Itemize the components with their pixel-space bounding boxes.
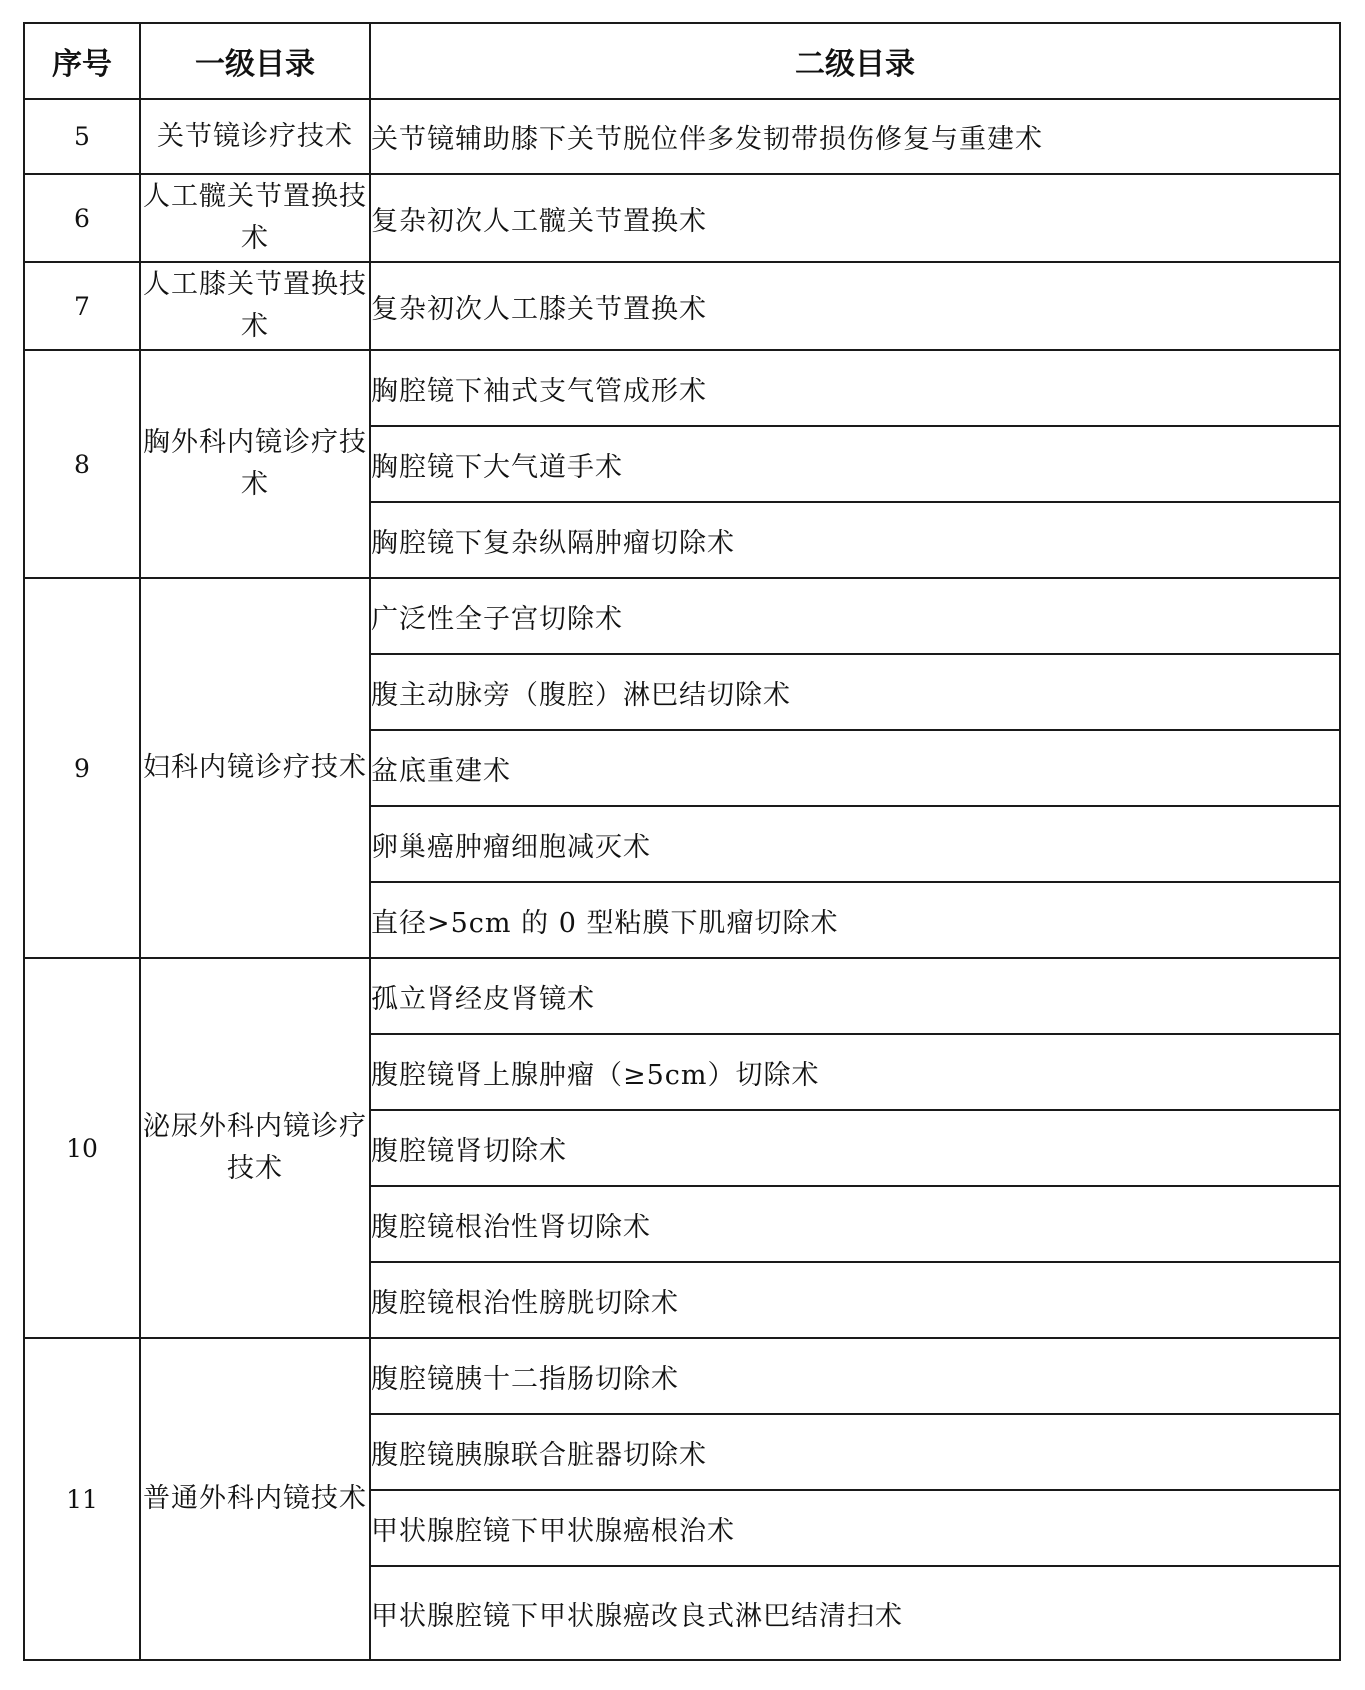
level1-cell: 普通外科内镜技术	[140, 1338, 370, 1660]
level2-cell: 腹腔镜胰十二指肠切除术	[370, 1338, 1340, 1414]
level2-cell: 腹主动脉旁（腹腔）淋巴结切除术	[370, 654, 1340, 730]
level2-cell: 腹腔镜肾上腺肿瘤（≥5cm）切除术	[370, 1034, 1340, 1110]
level2-cell: 腹腔镜根治性肾切除术	[370, 1186, 1340, 1262]
level2-cell: 胸腔镜下大气道手术	[370, 426, 1340, 502]
level2-cell: 甲状腺腔镜下甲状腺癌根治术	[370, 1490, 1340, 1566]
level1-cell: 人工髋关节置换技术	[140, 174, 370, 262]
level2-cell: 胸腔镜下复杂纵隔肿瘤切除术	[370, 502, 1340, 578]
level2-cell: 直径>5cm 的 0 型粘膜下肌瘤切除术	[370, 882, 1340, 958]
level2-cell: 胸腔镜下袖式支气管成形术	[370, 350, 1340, 426]
header-seq: 序号	[24, 23, 140, 99]
seq-cell: 9	[24, 578, 140, 958]
level2-cell: 腹腔镜肾切除术	[370, 1110, 1340, 1186]
seq-cell: 11	[24, 1338, 140, 1660]
table-row	[24, 578, 1340, 654]
header-level1: 一级目录	[140, 23, 370, 99]
level2-cell: 复杂初次人工髋关节置换术	[370, 174, 1340, 262]
level2-cell: 盆底重建术	[370, 730, 1340, 806]
level1-cell: 妇科内镜诊疗技术	[140, 578, 370, 958]
level2-cell: 腹腔镜胰腺联合脏器切除术	[370, 1414, 1340, 1490]
table-row	[24, 262, 1340, 350]
level2-cell: 甲状腺腔镜下甲状腺癌改良式淋巴结清扫术	[370, 1566, 1340, 1660]
seq-cell: 10	[24, 958, 140, 1338]
level2-cell: 孤立肾经皮肾镜术	[370, 958, 1340, 1034]
level1-cell: 人工膝关节置换技术	[140, 262, 370, 350]
header-row	[24, 23, 1340, 99]
level2-cell: 腹腔镜根治性膀胱切除术	[370, 1262, 1340, 1338]
level2-cell: 复杂初次人工膝关节置换术	[370, 262, 1340, 350]
level1-cell: 关节镜诊疗技术	[140, 99, 370, 174]
seq-cell: 8	[24, 350, 140, 578]
seq-cell: 7	[24, 262, 140, 350]
seq-cell: 6	[24, 174, 140, 262]
table-row	[24, 174, 1340, 262]
seq-cell: 5	[24, 99, 140, 174]
technology-catalog-table	[23, 22, 1341, 1661]
level2-cell: 关节镜辅助膝下关节脱位伴多发韧带损伤修复与重建术	[370, 99, 1340, 174]
table-row	[24, 1338, 1340, 1414]
header-level2: 二级目录	[370, 23, 1340, 99]
level1-cell: 胸外科内镜诊疗技术	[140, 350, 370, 578]
table-row	[24, 99, 1340, 174]
table-row	[24, 350, 1340, 426]
level1-cell: 泌尿外科内镜诊疗技术	[140, 958, 370, 1338]
level2-cell: 广泛性全子宫切除术	[370, 578, 1340, 654]
table-row	[24, 958, 1340, 1034]
level2-cell: 卵巢癌肿瘤细胞减灭术	[370, 806, 1340, 882]
